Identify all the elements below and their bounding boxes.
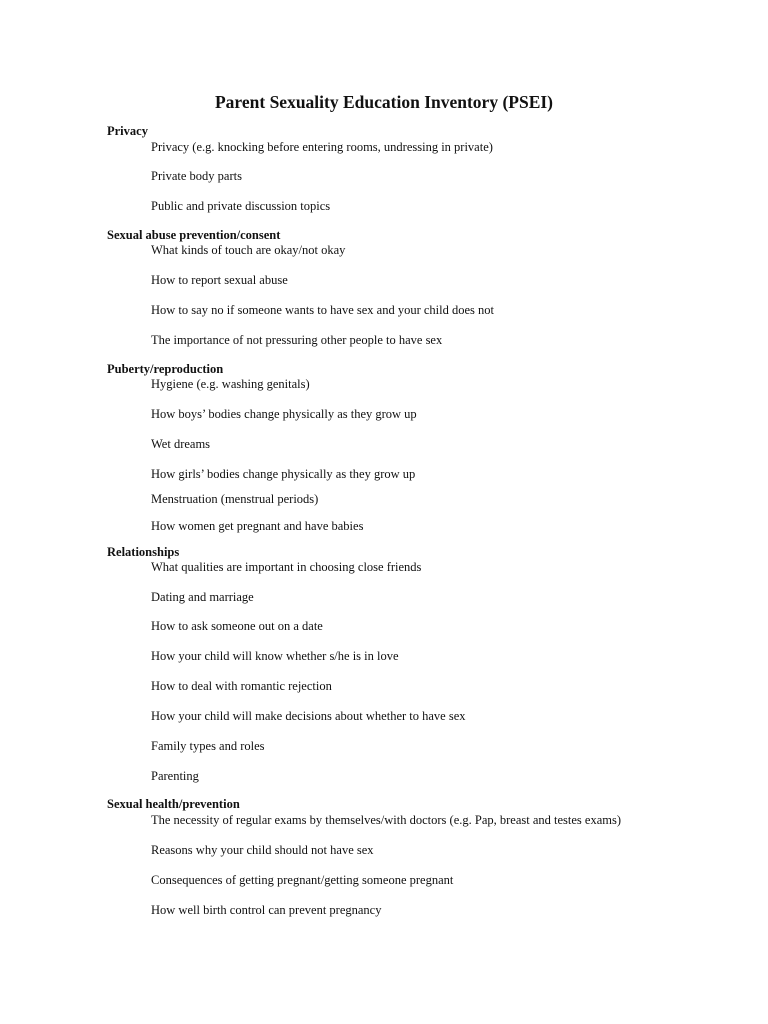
list-item: The importance of not pressuring other people to have sex	[151, 333, 443, 347]
list-item: How girls’ bodies change physically as they grow up	[151, 467, 416, 481]
list-item: Reasons why your child should not have sex	[151, 843, 374, 857]
list-item: How boys’ bodies change physically as they grow up	[151, 407, 417, 421]
list-item: Private body parts	[151, 169, 242, 183]
list-item: The necessity of regular exams by themselves/with doctors (e.g. Pap, breast and testes exams)	[151, 813, 622, 827]
list-item: Dating and marriage	[151, 590, 254, 604]
section-heading-privacy: Privacy	[107, 124, 148, 138]
list-item: What qualities are important in choosing close friends	[151, 560, 422, 574]
list-item: Privacy (e.g. knocking before entering rooms, undressing in private)	[151, 140, 493, 154]
document-title: Parent Sexuality Education Inventory (PSEI)	[214, 92, 554, 112]
section-heading-sexual-abuse-prevention: Sexual abuse prevention/consent	[107, 228, 281, 242]
list-item: What kinds of touch are okay/not okay	[151, 243, 346, 257]
list-item: How well birth control can prevent pregnancy	[151, 903, 382, 917]
section-heading-relationships: Relationships	[107, 545, 180, 559]
list-item: Wet dreams	[151, 437, 211, 451]
list-item: Hygiene (e.g. washing genitals)	[151, 377, 310, 391]
list-item: How to deal with romantic rejection	[151, 679, 332, 693]
list-item: How to say no if someone wants to have sex and your child does not	[151, 303, 494, 317]
list-item: Public and private discussion topics	[151, 199, 331, 213]
list-item: Menstruation (menstrual periods)	[151, 492, 319, 506]
list-item: How your child will know whether s/he is in love	[151, 649, 399, 663]
list-item: Family types and roles	[151, 739, 265, 753]
list-item: Parenting	[151, 769, 199, 783]
list-item: How to ask someone out on a date	[151, 619, 323, 633]
section-heading-puberty-reproduction: Puberty/reproduction	[107, 362, 224, 376]
list-item: How to report sexual abuse	[151, 273, 288, 287]
list-item: How your child will make decisions about whether to have sex	[151, 709, 466, 723]
section-heading-sexual-health-prevention: Sexual health/prevention	[107, 797, 240, 811]
list-item: Consequences of getting pregnant/getting someone pregnant	[151, 873, 454, 887]
list-item: How women get pregnant and have babies	[151, 519, 364, 533]
